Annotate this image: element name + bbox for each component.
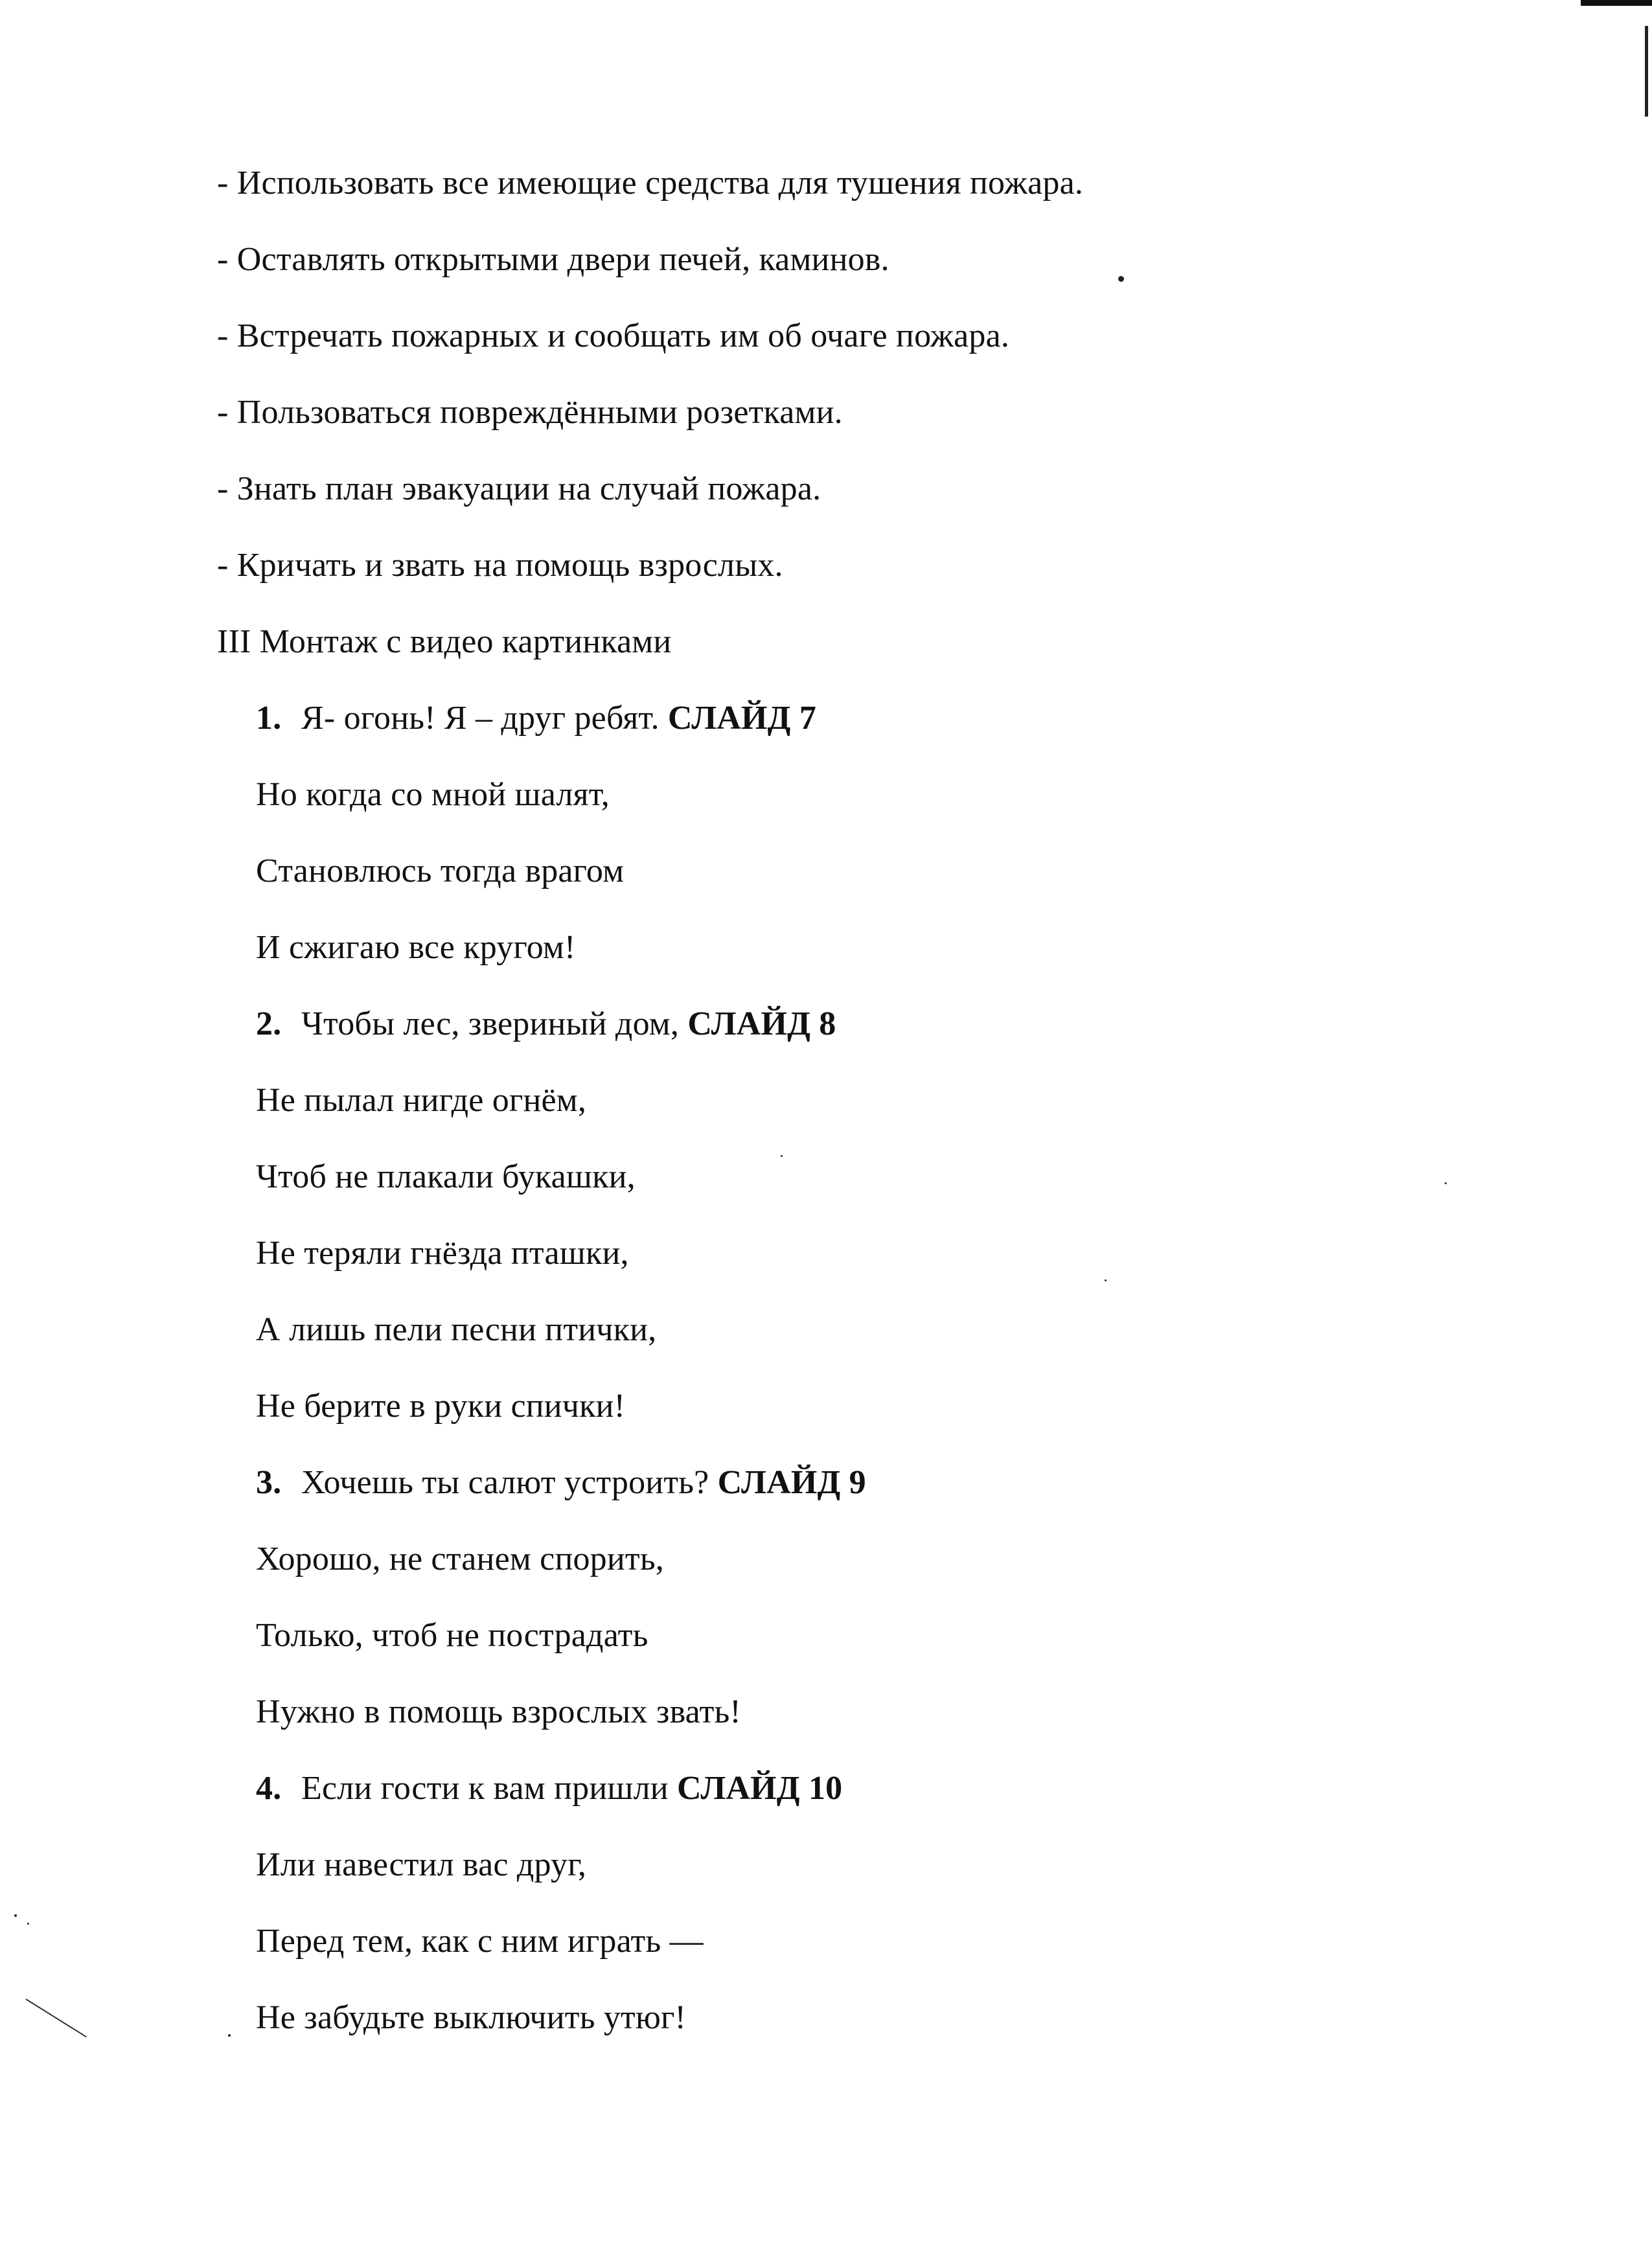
stanza-number: 3. xyxy=(256,1464,282,1501)
bullet-item: - Использовать все имеющие средства для тушения пожара. xyxy=(217,165,1084,201)
verse-line: Но когда со мной шалят, xyxy=(256,776,610,813)
stanza-line-text: Хочешь ты салют устроить? xyxy=(301,1464,709,1501)
scan-corner-mark xyxy=(1581,0,1652,24)
slide-label: СЛАЙД 7 xyxy=(667,700,817,737)
bullet-item: - Кричать и звать на помощь взрослых. xyxy=(217,547,783,584)
stanza-line-text: Я- огонь! Я – друг ребят. xyxy=(301,700,660,737)
scan-speck xyxy=(14,1914,17,1917)
scan-edge-mark xyxy=(1645,26,1648,117)
stanza-first-line xyxy=(256,1463,866,1502)
verse-line: Нужно в помощь взрослых звать! xyxy=(256,1693,741,1730)
stanza-line-text: Если гости к вам пришли xyxy=(301,1770,669,1807)
bullet-item: - Знать план эвакуации на случай пожара. xyxy=(217,470,821,507)
scan-speck xyxy=(1445,1182,1447,1184)
scan-scratch xyxy=(25,1999,86,2037)
verse-line: Хорошо, не станем спорить, xyxy=(256,1541,664,1577)
scan-speck xyxy=(1118,276,1124,282)
verse-line: А лишь пели песни птички, xyxy=(256,1311,657,1348)
stanza-number: 1. xyxy=(256,700,282,737)
verse-line: Или навестил вас друг, xyxy=(256,1846,587,1883)
verse-line: Чтоб не плакали букашки, xyxy=(256,1158,636,1195)
stanza-number: 2. xyxy=(256,1005,282,1042)
bullet-item: - Пользоваться повреждёнными розетками. xyxy=(217,394,843,431)
verse-line: Только, чтоб не пострадать xyxy=(256,1617,648,1654)
slide-label: СЛАЙД 9 xyxy=(717,1464,866,1501)
scan-speck xyxy=(27,1923,29,1925)
verse-line: Не берите в руки спички! xyxy=(256,1388,626,1425)
verse-line: Перед тем, как с ним играть — xyxy=(256,1923,704,1960)
stanza-number: 4. xyxy=(256,1770,282,1807)
scan-speck xyxy=(781,1155,783,1157)
verse-line: Не забудьте выключить утюг! xyxy=(256,1999,687,2036)
stanza-first-line xyxy=(256,1005,836,1044)
scan-speck xyxy=(228,2034,231,2037)
bullet-item: - Оставлять открытыми двери печей, каминов. xyxy=(217,241,889,278)
slide-label: СЛАЙД 8 xyxy=(687,1005,836,1042)
stanza-line-text: Чтобы лес, звериный дом, xyxy=(301,1005,680,1042)
slide-label: СЛАЙД 10 xyxy=(676,1770,843,1807)
verse-line: Не теряли гнёзда пташки, xyxy=(256,1235,629,1272)
verse-line: Не пылал нигде огнём, xyxy=(256,1082,587,1119)
stanza-first-line xyxy=(256,699,816,738)
scan-speck xyxy=(1105,1279,1107,1281)
stanza-first-line xyxy=(256,1769,842,1808)
verse-line: Становлюсь тогда врагом xyxy=(256,853,625,889)
section-heading: III Монтаж с видео картинками xyxy=(217,623,672,660)
bullet-item: - Встречать пожарных и сообщать им об очаге пожара. xyxy=(217,317,1010,354)
verse-line: И сжигаю все кругом! xyxy=(256,929,576,966)
